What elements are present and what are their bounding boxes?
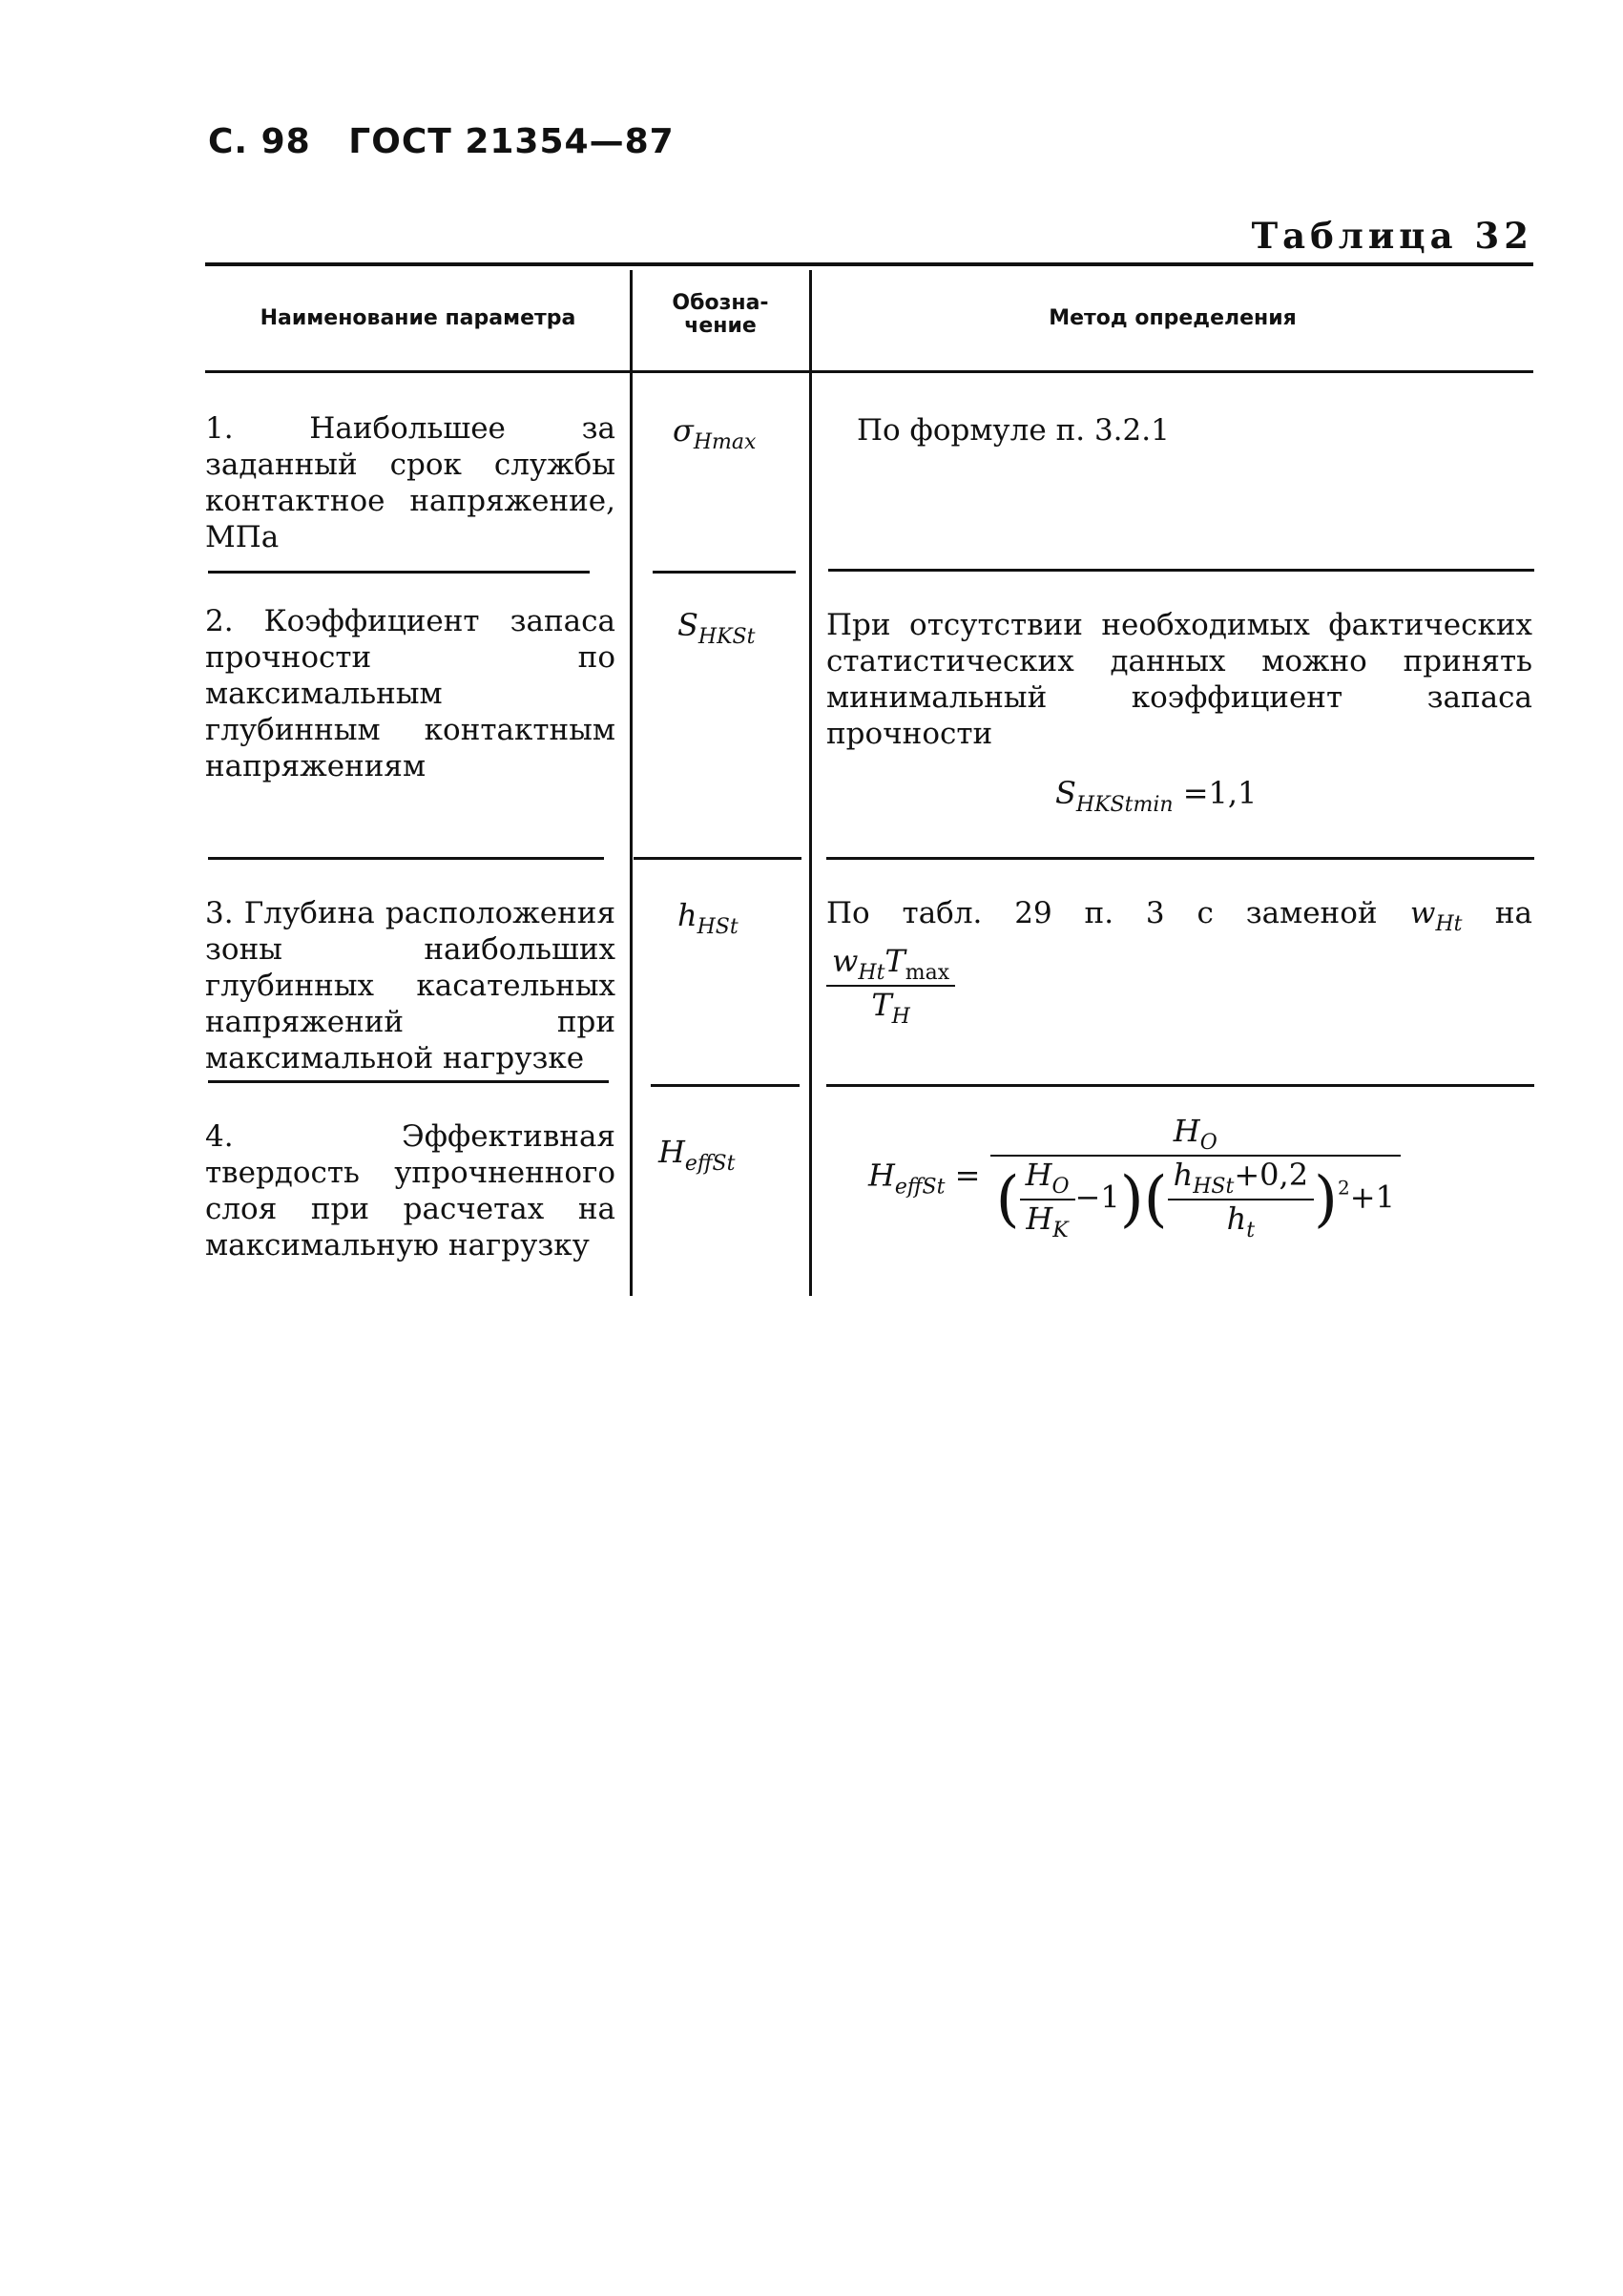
row1-name: 1. Наибольшее за заданный срок службы контактное напряжение, МПа [205,411,615,554]
row3-fraction: $\frac{w_{Ht}T_{max}}{T_H}$ [826,943,955,1029]
row1-method: По формуле п. 3.2.1 [857,413,1170,448]
row2-method: При отсутствии необходимых фактических статистических данных можно принять минимальный коэффициент запаса прочности [826,608,1532,751]
standard-code: ГОСТ 21354—87 [348,122,675,161]
row2-symbol: $S_{HKSt}$ [677,607,756,649]
row1-rule-c [828,569,1534,572]
row4-name: 4. Эффективная твердость упрочненного слоя при расчетах на максимальную нагрузку [205,1119,615,1263]
page-number: С. 98 [208,122,311,161]
row3-rule-b [651,1084,800,1087]
row2-rule-b [634,857,801,860]
row3-name: 3. Глубина расположения зоны наибольших глубинных касательных напряжений при максимальной нагрузке [205,896,615,1075]
row4-symbol: $H_{effSt}$ [658,1134,736,1176]
col-divider-2 [809,270,812,1296]
row4-formula: $H_{effSt}$ = $H_O$ ( $\frac{H_O}{H_K}$ −1)( $\frac{h_{HSt}+0,2}{h_t}$ )$^2$+1 [868,1113,1401,1242]
col-header-symbol: Обозна- чение [672,291,769,338]
row3-method: По табл. 29 п. 3 с заменой $w_{Ht}$ на [826,896,1532,936]
row2-rule-a [208,857,604,860]
col-header-method: Метод определения [1049,306,1297,330]
row2-formula: $S_{HKStmin} =1,1$ [1055,775,1258,817]
header-bottom-rule [205,370,1533,373]
row1-symbol: $\sigma_{Hmax}$ [673,412,757,454]
row2-rule-c [826,857,1534,860]
table-title: Таблица 32 [1251,215,1533,257]
row3-rule-c [826,1084,1534,1087]
col-header-name: Наименование параметра [260,306,576,330]
table-top-rule [205,262,1533,266]
row2-name: 2. Коэффициент запаса прочности по максимальным глубинным контактным напряжениям [205,604,615,783]
page-header [208,122,699,161]
col-divider-1 [630,270,633,1296]
row1-rule-a [208,571,590,574]
row1-rule-b [653,571,796,574]
row3-rule-a [208,1080,609,1083]
row3-symbol: $h_{HSt}$ [677,897,739,939]
